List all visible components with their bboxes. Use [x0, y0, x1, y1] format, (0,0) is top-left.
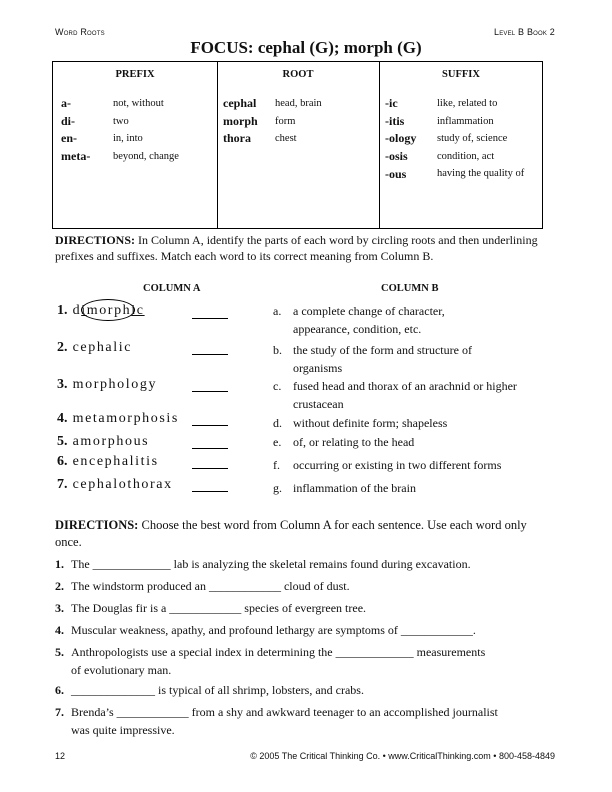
column-b-item	[273, 377, 543, 413]
prefix-row	[61, 130, 179, 148]
column-b-item	[273, 302, 543, 338]
item-letter: d.	[273, 416, 282, 430]
answer-blank[interactable]	[192, 425, 228, 426]
suffix-term: -itis	[385, 113, 405, 128]
prefix-list	[61, 95, 179, 165]
sentence-number: 6.	[55, 683, 64, 697]
book-series-label: Word Roots	[55, 27, 105, 37]
sentence-text: Brenda’s ____________ from a shy and awkward teenager to an accomplished journalist was quite impressive.	[71, 705, 498, 737]
root-meaning: head, brain	[275, 98, 322, 109]
definition-text: without definite form; shapeless	[293, 416, 448, 430]
item-number: 5.	[57, 434, 68, 449]
column-a-word: morphology	[72, 377, 158, 392]
column-a-word: amorphous	[72, 434, 150, 449]
column-b-heading: COLUMN B	[381, 283, 439, 294]
definition-text: the study of the form and structure of organisms	[293, 343, 472, 375]
directions-label: DIRECTIONS:	[55, 518, 139, 532]
column-b-item	[273, 414, 543, 432]
column-a-word: metamorphosis	[72, 411, 179, 426]
column-a-item	[57, 340, 132, 356]
suffix-row	[385, 95, 540, 113]
column-a-item	[57, 454, 159, 470]
prefix-term: di-	[61, 113, 76, 128]
root-part: morph	[86, 303, 132, 318]
item-number: 1.	[57, 303, 68, 318]
suffix-meaning: like, related to	[437, 98, 498, 109]
circle-mark	[81, 299, 136, 321]
directions-label: DIRECTIONS:	[55, 233, 136, 247]
sentence-item	[55, 599, 555, 617]
sentence-item	[55, 577, 555, 595]
definition-text: inflammation of the brain	[293, 481, 416, 495]
example-word	[73, 303, 149, 318]
answer-blank[interactable]	[192, 468, 228, 469]
suffix-list	[385, 95, 540, 181]
suffix-meaning: inflammation	[437, 115, 494, 127]
root-term: thora	[223, 131, 251, 145]
suffix-meaning: condition, act	[437, 150, 495, 162]
root-row	[223, 130, 322, 148]
prefix-term: en-	[61, 131, 77, 145]
copyright-line: © 2005 The Critical Thinking Co. • www.CriticalThinking.com • 800-458-4849	[250, 751, 555, 761]
sentence-item	[55, 555, 555, 573]
sentence-text: Muscular weakness, apathy, and profound lethargy are symptoms of ____________.	[71, 623, 476, 637]
root-term: morph	[223, 113, 258, 128]
prefix-heading: PREFIX	[115, 69, 155, 80]
suffix-row	[385, 113, 540, 131]
definition-text: a complete change of character, appearance, condition, etc.	[293, 304, 445, 336]
suffix-term: -ology	[385, 131, 417, 145]
column-a-word: cephalothorax	[72, 477, 173, 492]
prefix-meaning: two	[113, 115, 129, 127]
item-letter: b.	[273, 343, 282, 357]
item-number: 4.	[57, 411, 68, 426]
root-list	[223, 95, 322, 148]
prefix-row	[61, 95, 179, 113]
root-circle	[87, 303, 132, 318]
table-divider	[217, 62, 218, 228]
sentence-text: The _____________ lab is analyzing the skeletal remains found during excavation.	[71, 557, 471, 571]
column-a-heading: COLUMN A	[143, 283, 201, 294]
suffix-row	[385, 165, 540, 181]
directions-sentences	[55, 517, 545, 551]
prefix-term: a-	[61, 96, 71, 110]
answer-blank[interactable]	[192, 318, 228, 319]
prefix-underline: i	[81, 303, 87, 318]
item-letter: a.	[273, 304, 282, 318]
sentence-item	[55, 621, 555, 639]
prefix-meaning: beyond, change	[113, 150, 179, 162]
definition-text: of, or relating to the head	[293, 435, 415, 449]
sentence-number: 2.	[55, 579, 64, 593]
item-letter: f.	[273, 458, 280, 472]
definition-text: occurring or existing in two different forms	[293, 458, 502, 472]
column-b-item	[273, 341, 543, 377]
column-a-word: encephalitis	[72, 454, 159, 469]
item-number: 6.	[57, 454, 68, 469]
prefix-meaning: not, without	[113, 98, 164, 109]
sentence-number: 3.	[55, 601, 64, 615]
item-letter: c.	[273, 379, 282, 393]
suffix-term: -ic	[385, 96, 398, 110]
item-number: 2.	[57, 340, 68, 355]
prefix-row	[61, 148, 179, 166]
item-number: 3.	[57, 377, 68, 392]
sentence-text: ______________ is typical of all shrimp, lobsters, and crabs.	[71, 683, 364, 697]
column-b-item	[273, 456, 573, 474]
suffix-heading: SUFFIX	[442, 69, 480, 80]
prefix-row	[61, 113, 179, 131]
root-meaning: form	[275, 115, 296, 127]
root-meaning: chest	[275, 133, 297, 144]
prefix-term: meta-	[61, 148, 91, 163]
column-a-item	[57, 434, 149, 450]
prefix-meaning: in, into	[113, 133, 143, 144]
sentence-number: 1.	[55, 557, 64, 571]
sentence-text: The windstorm produced an ____________ cloud of dust.	[71, 579, 350, 593]
sentence-text: The Douglas fir is a ____________ species of evergreen tree.	[71, 601, 367, 615]
table-divider	[379, 62, 380, 228]
sentence-number: 4.	[55, 623, 64, 637]
column-b-item	[273, 433, 543, 451]
sentence-number: 5.	[55, 645, 64, 659]
root-term: cephal	[223, 96, 257, 110]
sentence-number: 7.	[55, 705, 64, 719]
column-a-word: cephalic	[72, 340, 133, 355]
root-heading: ROOT	[282, 69, 314, 80]
book-level-label: Level B Book 2	[494, 27, 555, 37]
answer-blank[interactable]	[192, 354, 228, 355]
page-title: FOCUS: cephal (G); morph (G)	[190, 38, 422, 57]
suffix-meaning: having the quality of	[437, 168, 525, 179]
column-a-item	[57, 377, 157, 393]
suffix-meaning: study of, science	[437, 133, 508, 144]
sentence-item	[55, 643, 555, 679]
answer-blank[interactable]	[192, 491, 228, 492]
definition-text: fused head and thorax of an arachnid or higher crustacean	[293, 379, 517, 411]
directions-text: Choose the best word from Column A for each sentence. Use each word only once.	[55, 518, 527, 549]
column-b-item	[273, 479, 543, 497]
suffix-row	[385, 148, 540, 166]
directions-text: In Column A, identify the parts of each word by circling roots and then underlining prefixes and suffixes. Match each word to its correct meaning from Column B.	[55, 233, 538, 263]
root-row	[223, 113, 322, 131]
suffix-term: -ous	[385, 167, 407, 181]
sentence-text: Anthropologists use a special index in determining the _____________ measurements of evolutionary man.	[71, 645, 486, 677]
suffix-underline: ic	[131, 303, 145, 318]
root-row	[223, 95, 322, 113]
suffix-row	[385, 130, 540, 148]
answer-blank[interactable]	[192, 448, 228, 449]
sentence-item	[55, 703, 555, 739]
column-a-item	[57, 477, 173, 493]
directions-matching	[55, 232, 555, 264]
item-letter: g.	[273, 481, 282, 495]
column-a-item	[57, 303, 149, 319]
sentence-item	[55, 681, 555, 699]
answer-blank[interactable]	[192, 391, 228, 392]
item-letter: e.	[273, 435, 282, 449]
roots-table	[52, 61, 543, 229]
word-start: d	[72, 303, 82, 318]
suffix-term: -osis	[385, 148, 408, 163]
page-number: 12	[55, 751, 66, 761]
column-a-item	[57, 411, 179, 427]
item-number: 7.	[57, 477, 68, 492]
